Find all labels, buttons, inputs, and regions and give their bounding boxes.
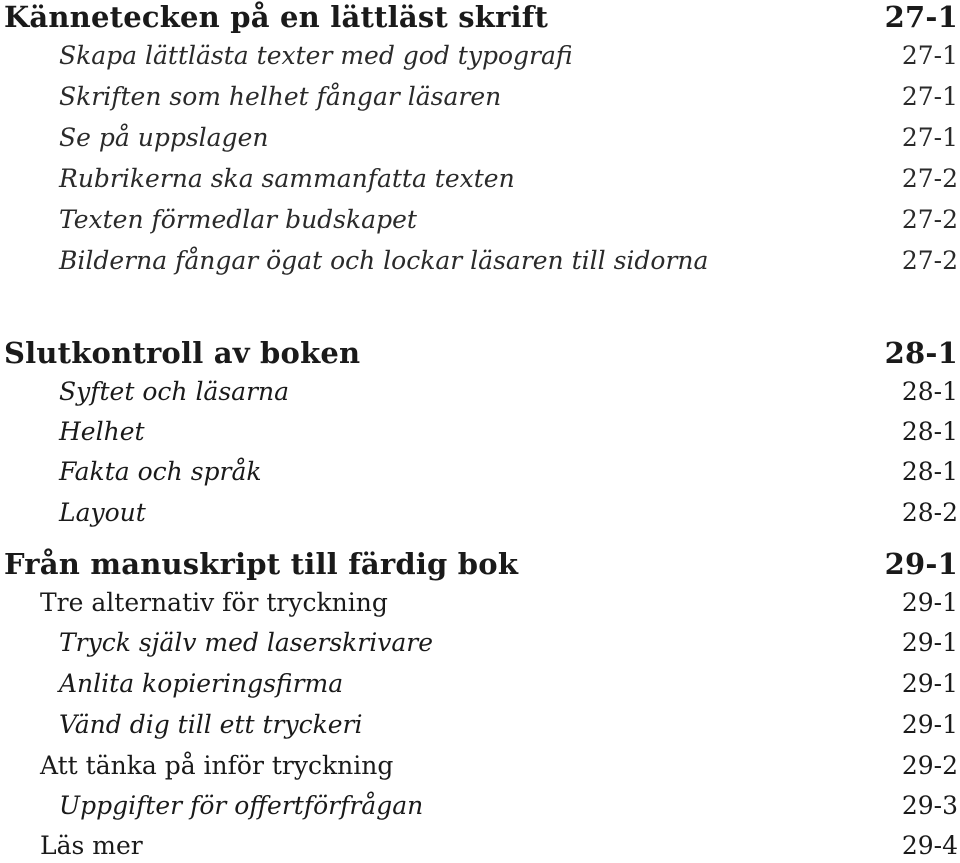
- chapter-page: 29-1: [884, 547, 958, 581]
- toc-entry[interactable]: [0, 205, 958, 234]
- toc-entry[interactable]: [0, 417, 958, 446]
- entry-page: 29-1: [901, 628, 958, 657]
- section-title: Läs mer: [40, 831, 143, 860]
- section-page: 29-4: [901, 831, 958, 860]
- section-title: Att tänka på inför tryckning: [40, 751, 394, 780]
- toc-entry[interactable]: [0, 710, 958, 739]
- entry-title: Fakta och språk: [59, 457, 262, 486]
- entry-title: Skriften som helhet fångar läsaren: [59, 82, 502, 111]
- chapter-page: 28-1: [884, 336, 958, 370]
- toc-entry[interactable]: [0, 82, 958, 111]
- entry-title: Skapa lättlästa texter med god typografi: [59, 41, 573, 70]
- toc-entry[interactable]: [0, 457, 958, 486]
- toc-section[interactable]: [0, 831, 958, 860]
- toc-chapter[interactable]: [0, 547, 958, 581]
- entry-page: 28-1: [901, 417, 958, 446]
- toc-entry[interactable]: [0, 123, 958, 152]
- toc-entry[interactable]: [0, 791, 958, 820]
- entry-page: 27-2: [901, 246, 958, 275]
- toc-entry[interactable]: [0, 246, 958, 275]
- entry-page: 28-1: [901, 377, 958, 406]
- toc-chapter[interactable]: [0, 336, 958, 370]
- chapter-title: Från manuskript till färdig bok: [4, 547, 519, 581]
- toc-entry[interactable]: [0, 41, 958, 70]
- entry-page: 29-3: [901, 791, 958, 820]
- toc-section[interactable]: [0, 588, 958, 617]
- entry-title: Bilderna fångar ögat och lockar läsaren till sidorna: [59, 246, 709, 275]
- entry-title: Helhet: [59, 417, 145, 446]
- entry-page: 27-2: [901, 164, 958, 193]
- entry-title: Texten förmedlar budskapet: [59, 205, 417, 234]
- entry-page: 28-1: [901, 457, 958, 486]
- entry-title: Syftet och läsarna: [59, 377, 290, 406]
- entry-page: 29-1: [901, 710, 958, 739]
- entry-title: Se på uppslagen: [59, 123, 269, 152]
- entry-title: Layout: [59, 498, 146, 527]
- section-page: 29-1: [901, 588, 958, 617]
- entry-title: Vänd dig till ett tryckeri: [59, 710, 363, 739]
- entry-title: Tryck själv med laserskrivare: [59, 628, 434, 657]
- entry-page: 28-2: [901, 498, 958, 527]
- entry-page: 27-1: [901, 82, 958, 111]
- toc-section[interactable]: [0, 751, 958, 780]
- entry-page: 29-1: [901, 669, 958, 698]
- toc-entry[interactable]: [0, 669, 958, 698]
- entry-page: 27-1: [901, 41, 958, 70]
- toc-entry[interactable]: [0, 498, 958, 527]
- chapter-title: Kännetecken på en lättläst skrift: [4, 0, 549, 34]
- entry-title: Anlita kopieringsfirma: [59, 669, 344, 698]
- toc-entry[interactable]: [0, 628, 958, 657]
- entry-title: Rubrikerna ska sammanfatta texten: [59, 164, 515, 193]
- section-title: Tre alternativ för tryckning: [40, 588, 388, 617]
- entry-page: 27-1: [901, 123, 958, 152]
- toc-entry[interactable]: [0, 164, 958, 193]
- section-page: 29-2: [901, 751, 958, 780]
- entry-page: 27-2: [901, 205, 958, 234]
- toc-entry[interactable]: [0, 377, 958, 406]
- entry-title: Uppgifter för offertförfrågan: [59, 791, 424, 820]
- chapter-title: Slutkontroll av boken: [4, 336, 361, 370]
- toc-chapter[interactable]: [0, 0, 958, 34]
- chapter-page: 27-1: [884, 0, 958, 34]
